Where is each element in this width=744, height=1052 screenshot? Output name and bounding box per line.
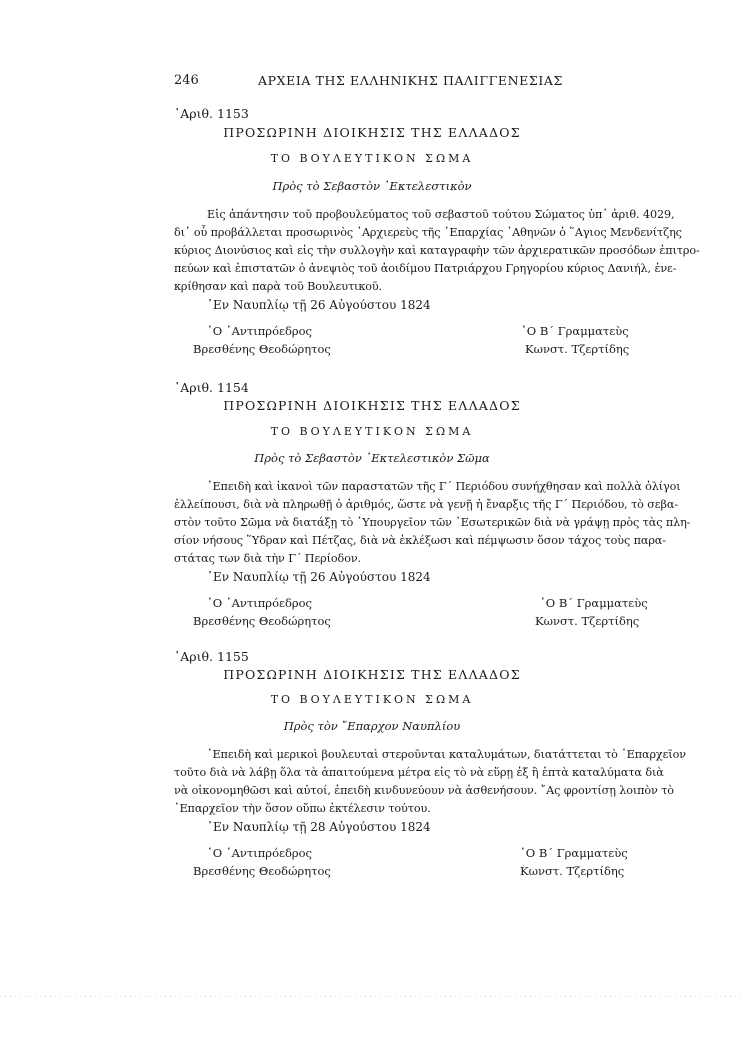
document-heading: ΠΡΟΣΩΡΙΝΗ ΔΙΟΙΚΗΣΙΣ ΤΗΣ ΕΛΛΑΔΟΣ [223, 125, 521, 140]
running-title: ΑΡΧΕΙΑ ΤΗΣ ΕΛΛΗΝΙΚΗΣ ΠΑΛΙΓΓΕΝΕΣΙΑΣ [258, 73, 563, 88]
body-line: κύριος Διονύσιος καὶ εἰς τὴν συλλογὴν καὶ καταγραφὴν τῶν ἀρχιερατικῶν προσόδων ἐπιτρο- [174, 244, 700, 257]
document-subheading: ΤΟ ΒΟΥΛΕΥΤΙΚΟΝ ΣΩΜΑ [270, 693, 474, 706]
signature-left-title: ῾Ο ᾿Αντιπρόεδρος [207, 596, 312, 610]
signature-right-name: Κωνστ. Τζερτίδης [520, 864, 625, 878]
body-line: κρίθησαν καὶ παρὰ τοῦ Βουλευτικοῦ. [174, 280, 383, 293]
body-line: ᾿Επειδὴ καὶ μερικοὶ βουλευταὶ στεροῦνται καταλυμάτων, διατάττεται τὸ ᾿Επαρχεῖον [207, 748, 686, 761]
document-addressee: Πρὸς τὸ Σεβαστὸν ᾿Εκτελεστικὸν [272, 179, 472, 193]
scan-edge-dots [0, 996, 744, 997]
signature-left-title: ῾Ο ᾿Αντιπρόεδρος [207, 324, 312, 338]
signature-left-name: Βρεσθένης Θεοδώρητος [193, 342, 331, 356]
signature-left-name: Βρεσθένης Θεοδώρητος [193, 614, 331, 628]
document-number: ᾿Αριθ. 1155 [174, 649, 249, 664]
signature-left-title: ῾Ο ᾿Αντιπρόεδρος [207, 846, 312, 860]
body-line: πεύων καὶ ἐπιστατῶν ὁ ἀνεψιὸς τοῦ ἀοιδίμου Πατριάρχου Γρηγορίου κύριος Δανιήλ, ἐνε- [174, 262, 677, 275]
body-line: στὸν τοῦτο Σῶμα νὰ διατάξῃ τὸ ῾Υπουργεῖον τῶν ᾿Εσωτερικῶν διὰ νὰ γράψῃ πρὸς τὰς πλη- [174, 516, 691, 529]
body-line: ἐλλείπουσι, διὰ νὰ πληρωθῇ ὁ ἀριθμός, ὥστε νὰ γενῇ ἡ ἔναρξις τῆς Γ΄ Περιόδου, τὸ σεβα- [174, 498, 679, 511]
document-date: ᾿Εν Ναυπλίῳ τῇ 28 Αὐγούστου 1824 [207, 820, 431, 834]
document-date: ᾿Εν Ναυπλίῳ τῇ 26 Αὐγούστου 1824 [207, 570, 431, 584]
signature-right-name: Κωνστ. Τζερτίδης [535, 614, 640, 628]
signature-right-title: ῾Ο Β΄ Γραμματεὺς [521, 324, 629, 338]
document-subheading: ΤΟ ΒΟΥΛΕΥΤΙΚΟΝ ΣΩΜΑ [270, 152, 474, 165]
document-addressee: Πρὸς τὸ Σεβαστὸν ᾿Εκτελεστικὸν Σῶμα [254, 451, 490, 465]
body-line: νὰ οἰκονομηθῶσι καὶ αὐτοί, ἐπειδὴ κινδυνεύουν νὰ ἀσθενήσουν. ῎Ας φροντίσῃ λοιπὸν τὸ [174, 784, 674, 797]
signature-left-name: Βρεσθένης Θεοδώρητος [193, 864, 331, 878]
document-date: ᾿Εν Ναυπλίῳ τῇ 26 Αὐγούστου 1824 [207, 298, 431, 312]
signature-right-name: Κωνστ. Τζερτίδης [525, 342, 630, 356]
document-heading: ΠΡΟΣΩΡΙΝΗ ΔΙΟΙΚΗΣΙΣ ΤΗΣ ΕΛΛΑΔΟΣ [223, 398, 521, 413]
signature-right-title: ῾Ο Β΄ Γραμματεὺς [520, 846, 628, 860]
body-line: στάτας των διὰ τὴν Γ΄ Περίοδον. [174, 552, 361, 565]
document-number: ᾿Αριθ. 1153 [174, 106, 249, 121]
body-line: ᾿Επαρχεῖον τὴν ὅσον οὔπω ἐκτέλεσιν τούτου. [174, 802, 431, 815]
body-line: ᾿Επειδὴ καὶ ἱκανοὶ τῶν παραστατῶν τῆς Γ΄ Περιόδου συνήχθησαν καὶ πολλὰ ὀλίγοι [207, 480, 681, 493]
body-line: Εἰς ἀπάντησιν τοῦ προβουλεύματος τοῦ σεβαστοῦ τούτου Σώματος ὑπ᾿ ἀριθ. 4029, [207, 208, 675, 221]
document-subheading: ΤΟ ΒΟΥΛΕΥΤΙΚΟΝ ΣΩΜΑ [270, 425, 474, 438]
body-line: τοῦτο διὰ νὰ λάβῃ ὅλα τὰ ἀπαιτούμενα μέτρα εἰς τὸ νὰ εὕρῃ ἐξ ἢ ἑπτὰ καταλύματα διὰ [174, 766, 664, 779]
document-number: ᾿Αριθ. 1154 [174, 380, 249, 395]
page-number: 246 [174, 73, 199, 88]
body-line: σίον νήσους ῞Υδραν καὶ Πέτζας, διὰ νὰ ἐκλέξωσι καὶ πέμψωσιν ὅσον τάχος τοὺς παρα- [174, 534, 666, 547]
document-heading: ΠΡΟΣΩΡΙΝΗ ΔΙΟΙΚΗΣΙΣ ΤΗΣ ΕΛΛΑΔΟΣ [223, 667, 521, 682]
document-addressee: Πρὸς τὸν ῎Επαρχον Ναυπλίου [283, 719, 461, 733]
signature-right-title: ῾Ο Β΄ Γραμματεὺς [540, 596, 648, 610]
body-line: δι᾿ οὗ προβάλλεται προσωρινὸς ᾿Αρχιερεὺς τῆς ᾿Επαρχίας ᾿Αθηνῶν ὁ ῞Αγιος Μενδενίτζης [174, 226, 682, 239]
